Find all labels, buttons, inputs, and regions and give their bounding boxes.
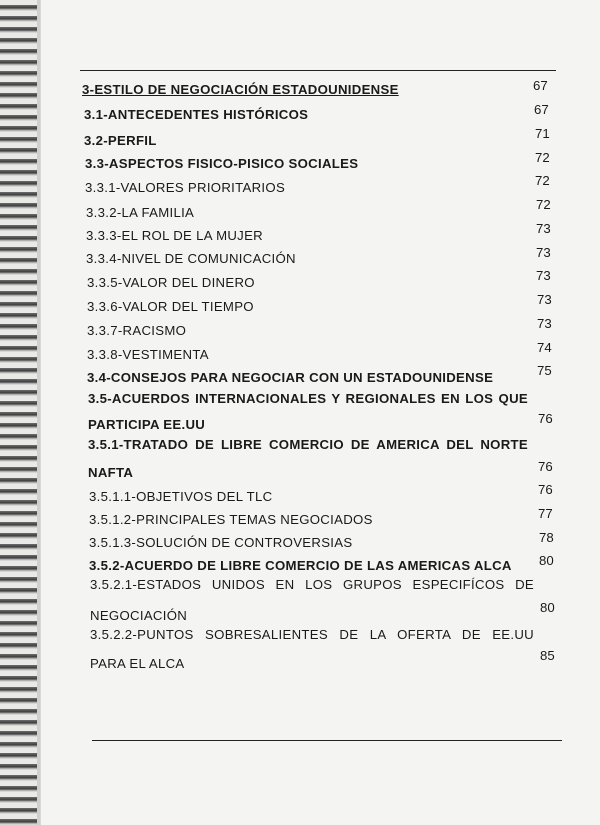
toc-entry-title: 3.4-CONSEJOS PARA NEGOCIAR CON UN ESTADOUNIDENSE xyxy=(87,370,494,385)
toc-entry-page: 85 xyxy=(540,648,555,663)
toc-entry-title: 3.3.1-VALORES PRIORITARIOS xyxy=(85,180,286,195)
toc-entry-title: 3.3.8-VESTIMENTA xyxy=(87,347,209,362)
toc-entry-title: 3.5.1-TRATADO DE LIBRE COMERCIO DE AMERICA DEL NORTE xyxy=(88,437,528,452)
toc-entry-title-continued: NEGOCIACIÓN xyxy=(90,608,188,623)
toc-entry-title: 3.3.7-RACISMO xyxy=(87,323,187,338)
toc-entry-page: 72 xyxy=(535,150,550,165)
toc-entry-page: 72 xyxy=(536,197,551,212)
toc-entry-title: 3.5.1.1-OBJETIVOS DEL TLC xyxy=(89,489,273,504)
toc-entry-title: 3.3.3-EL ROL DE LA MUJER xyxy=(86,228,263,243)
toc-entry-page: 71 xyxy=(535,126,550,141)
toc-entry-title: 3.5.2.1-ESTADOS UNIDOS EN LOS GRUPOS ESPECIFÍCOS DE xyxy=(90,577,534,592)
toc-entry-page: 75 xyxy=(537,363,552,378)
toc-entry-page: 73 xyxy=(537,292,552,307)
toc-entry-title: 3.3.6-VALOR DEL TIEMPO xyxy=(87,299,254,314)
toc-entry-page: 80 xyxy=(539,553,554,568)
toc-entry-title: 3.1-ANTECEDENTES HISTÓRICOS xyxy=(84,107,309,122)
toc-entry-page: 67 xyxy=(533,78,548,93)
toc-entry-title: 3.5.2-ACUERDO DE LIBRE COMERCIO DE LAS AMERICAS ALCA xyxy=(89,558,512,573)
toc-entry-title: 3-ESTILO DE NEGOCIACIÓN ESTADOUNIDENSE xyxy=(82,82,399,97)
toc-entry-title: 3.5-ACUERDOS INTERNACIONALES Y REGIONALES EN LOS QUE xyxy=(88,391,528,406)
toc-entry-title: 3.5.1.3-SOLUCIÓN DE CONTROVERSIAS xyxy=(89,535,353,550)
toc-entry-page: 73 xyxy=(536,245,551,260)
top-rule xyxy=(80,70,556,71)
toc-entry-title-continued: NAFTA xyxy=(88,465,134,480)
toc-entry-title: 3.3.5-VALOR DEL DINERO xyxy=(87,275,255,290)
toc-entry-page: 76 xyxy=(538,482,553,497)
toc-entry-title-continued: PARA EL ALCA xyxy=(90,656,185,671)
bottom-rule xyxy=(92,740,562,741)
toc-entry-page: 67 xyxy=(534,102,549,117)
toc-entry-title: 3.3.2-LA FAMILIA xyxy=(86,205,195,220)
toc-entry-page: 73 xyxy=(537,316,552,331)
toc-entry-page: 72 xyxy=(535,173,550,188)
spiral-binding xyxy=(0,0,40,825)
toc-entry-page: 80 xyxy=(540,600,555,615)
toc-entry-page: 74 xyxy=(537,340,552,355)
toc-entry-page: 76 xyxy=(538,411,553,426)
toc-entry-title: 3.3-ASPECTOS FISICO-PISICO SOCIALES xyxy=(85,156,359,171)
toc-entry-page: 76 xyxy=(538,459,553,474)
toc-entry-page: 73 xyxy=(536,221,551,236)
toc-entry-title-continued: PARTICIPA EE.UU xyxy=(88,417,206,432)
toc-entry-title: 3.5.1.2-PRINCIPALES TEMAS NEGOCIADOS xyxy=(89,512,373,527)
toc-entry-title: 3.5.2.2-PUNTOS SOBRESALIENTES DE LA OFERTA DE EE.UU xyxy=(90,627,534,642)
toc-entry-page: 77 xyxy=(538,506,553,521)
toc-entry-page: 73 xyxy=(536,268,551,283)
toc-entry-title: 3.2-PERFIL xyxy=(84,133,157,148)
page-edge xyxy=(40,0,41,825)
toc-entry-title: 3.3.4-NIVEL DE COMUNICACIÓN xyxy=(86,251,296,266)
toc-entry-page: 78 xyxy=(539,530,554,545)
